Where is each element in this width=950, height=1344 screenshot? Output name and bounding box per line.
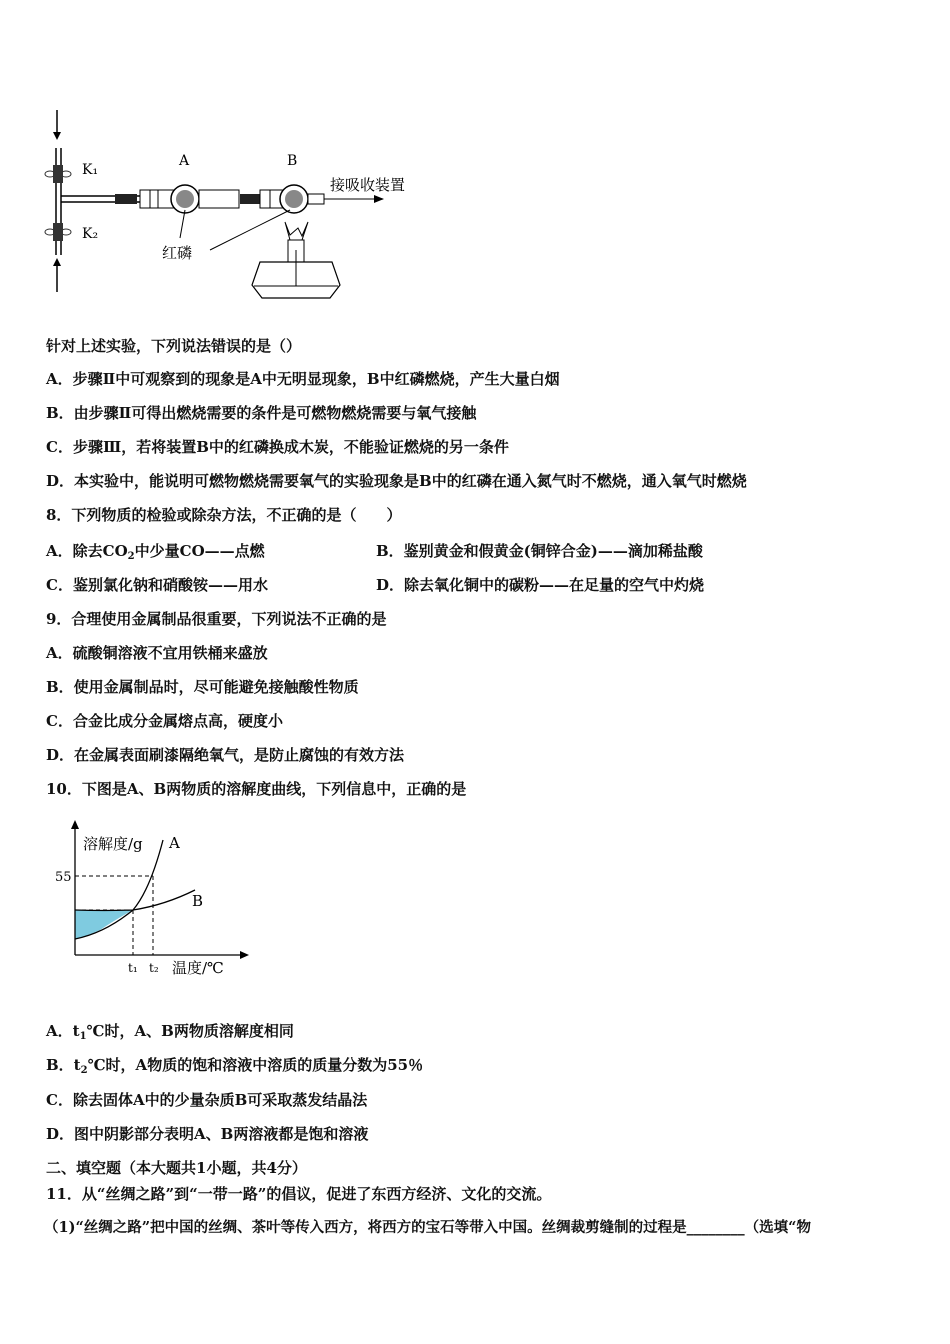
series-b-label: B: [192, 892, 204, 910]
q8-a-post: 中少量CO——点燃: [134, 542, 265, 560]
q8-a-sub: 2: [127, 551, 135, 562]
x-axis-label: 温度/℃: [172, 959, 224, 977]
q7-option-d: D．本实验中，能说明可燃物燃烧需要氧气的实验现象是B中的红磷在通入氮气时不燃烧，通入氧气时燃烧: [46, 472, 747, 490]
q8-option-c: C．鉴别氯化钠和硝酸铵——用水: [46, 576, 268, 594]
y-tick-55: 55: [55, 870, 72, 885]
q9-stem: 9．合理使用金属制品很重要，下列说法不正确的是: [46, 610, 387, 628]
q9-option-a: A．硫酸铜溶液不宜用铁桶来盛放: [46, 644, 268, 662]
label-b: B: [287, 153, 298, 169]
q8-option-d: D．除去氧化铜中的碳粉——在足量的空气中灼烧: [376, 576, 705, 594]
x-tick-t1: t₁: [128, 961, 138, 975]
q10-a-sub: 1: [79, 1031, 87, 1042]
q7-option-a: A．步骤Ⅱ中可观察到的现象是A中无明显现象，B中红磷燃烧，产生大量白烟: [46, 370, 560, 388]
x-tick-t2: t₂: [149, 961, 159, 975]
series-a-label: A: [169, 834, 180, 852]
q8-stem: 8．下列物质的检验或除杂方法，不正确的是（ ）: [46, 506, 402, 524]
q7-option-c: C．步骤Ⅲ，若将装置B中的红磷换成木炭，不能验证燃烧的另一条件: [46, 438, 509, 456]
q10-b-pre: B．t: [46, 1056, 81, 1074]
shaded-region: [75, 910, 133, 939]
red-phosphorus-label: 红磷: [162, 244, 193, 262]
absorb-label: 接吸收装置: [330, 176, 406, 194]
q9-option-c: C．合金比成分金属熔点高，硬度小: [46, 712, 283, 730]
q10-b-post: ℃时，A物质的饱和溶液中溶质的质量分数为55％: [87, 1056, 424, 1074]
k2-label: K₂: [82, 226, 99, 242]
q11-stem: 11．从“丝绸之路”到“一带一路”的倡议，促进了东西方经济、文化的交流。: [46, 1185, 552, 1203]
q10-a-pre: A．t: [46, 1022, 80, 1040]
q10-option-d: D．图中阴影部分表明A、B两溶液都是饱和溶液: [46, 1125, 369, 1143]
y-axis-label: 溶解度/g: [83, 835, 143, 853]
q10-option-b: [46, 1055, 423, 1081]
label-a: A: [179, 153, 190, 169]
q7-stem: 针对上述实验，下列说法错误的是（）: [46, 337, 302, 355]
q8-option-a: [46, 541, 265, 567]
q10-option-c: C．除去固体A中的少量杂质B可采取蒸发结晶法: [46, 1091, 368, 1109]
q10-b-sub: 2: [80, 1065, 88, 1076]
q9-option-d: D．在金属表面刷漆隔绝氧气，是防止腐蚀的有效方法: [46, 746, 405, 764]
q8-option-b: B．鉴别黄金和假黄金(铜锌合金)——滴加稀盐酸: [376, 542, 703, 560]
q11-part-1: （1)“丝绸之路”把中国的丝绸、茶叶等传入西方，将西方的宝石等带入中国。丝绸裁剪缝制的过程是________（选填“物: [44, 1219, 811, 1236]
q7-option-b: B．由步骤Ⅱ可得出燃烧需要的条件是可燃物燃烧需要与氧气接触: [46, 404, 477, 422]
q10-a-post: ℃时，A、B两物质溶解度相同: [86, 1022, 294, 1040]
q8-a-pre: A．除去CO: [46, 542, 128, 560]
q10-stem: 10．下图是A、B两物质的溶解度曲线，下列信息中，正确的是: [46, 780, 467, 798]
q10-option-a: [46, 1021, 294, 1047]
section-2-title: 二、填空题（本大题共1小题，共4分）: [46, 1159, 307, 1177]
k1-label: K₁: [82, 162, 99, 178]
solubility-chart: [45, 815, 255, 985]
apparatus-diagram: [40, 110, 440, 310]
q9-option-b: B．使用金属制品时，尽可能避免接触酸性物质: [46, 678, 359, 696]
